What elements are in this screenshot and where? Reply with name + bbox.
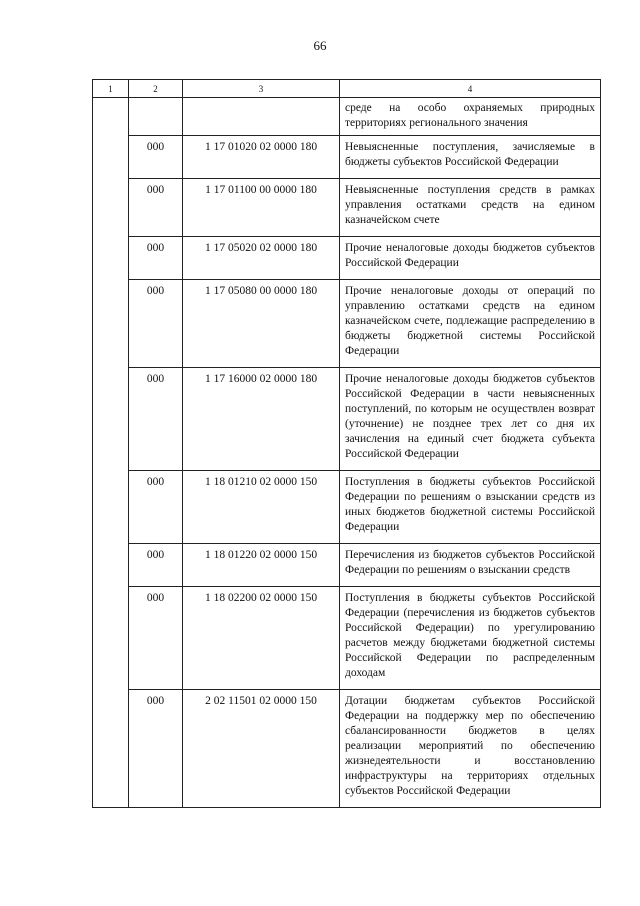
revenue-code-cell: 1 17 05020 02 0000 180	[183, 237, 340, 280]
table-row	[93, 471, 601, 544]
agency-code-cell: 000	[129, 237, 183, 280]
revenue-code-cell: 1 17 01020 02 0000 180	[183, 136, 340, 179]
agency-code-cell: 000	[129, 136, 183, 179]
budget-revenue-table	[92, 79, 601, 808]
agency-code-cell: 000	[129, 368, 183, 471]
page-number: 66	[313, 38, 327, 53]
table-row	[93, 237, 601, 280]
revenue-code-cell: 1 17 16000 02 0000 180	[183, 368, 340, 471]
revenue-code-cell: 1 18 02200 02 0000 150	[183, 587, 340, 690]
table-row	[93, 587, 601, 690]
revenue-name-cell: Прочие неналоговые доходы от операций по управлению остатками средств на едином казначейском счете, подлежащие распределению в бюджеты бюджетной системы Российской Федерации	[340, 280, 601, 368]
revenue-code-cell: 1 18 01220 02 0000 150	[183, 544, 340, 587]
revenue-name-cell: Дотации бюджетам субъектов Российской Федерации на поддержку мер по обеспечению сбалансированности бюджетов в целях реализации мероприятий по обеспечению жизнедеятельности и восстановлению инфраструктуры на территориях отдельных субъектов Российской Федерации	[340, 690, 601, 808]
table-row	[93, 690, 601, 808]
revenue-name-cell: Невыясненные поступления средств в рамках управления остатками средств на едином казначейском счете	[340, 179, 601, 237]
table-row	[93, 136, 601, 179]
agency-code-cell: 000	[129, 280, 183, 368]
revenue-name-cell: Невыясненные поступления, зачисляемые в бюджеты субъектов Российской Федерации	[340, 136, 601, 179]
agency-code-cell	[129, 98, 183, 136]
agency-code-cell: 000	[129, 544, 183, 587]
column-header-3: 3	[183, 80, 340, 98]
revenue-code-cell: 1 18 01210 02 0000 150	[183, 471, 340, 544]
agency-code-cell: 000	[129, 587, 183, 690]
table-row	[93, 98, 601, 136]
agency-code-cell: 000	[129, 471, 183, 544]
revenue-name-cell: Поступления в бюджеты субъектов Российской Федерации по решениям о взыскании средств из иных бюджетов бюджетной системы Российской Федерации	[340, 471, 601, 544]
revenue-name-cell: среде на особо охраняемых природных территориях регионального значения	[340, 98, 601, 136]
agency-code-cell: 000	[129, 179, 183, 237]
column-header-1: 1	[93, 80, 129, 98]
revenue-code-cell	[183, 98, 340, 136]
table-row	[93, 544, 601, 587]
table-row	[93, 368, 601, 471]
revenue-name-cell: Прочие неналоговые доходы бюджетов субъектов Российской Федерации в части невыясненных поступлений, по которым не осуществлен возврат (уточнение) не позднее трех лет со дня их зачисления на единый счет бюджета субъекта Российской Федерации	[340, 368, 601, 471]
column-header-2: 2	[129, 80, 183, 98]
column-1-cell	[93, 98, 129, 808]
table-header-row	[93, 80, 601, 98]
revenue-code-cell: 1 17 05080 00 0000 180	[183, 280, 340, 368]
agency-code-cell: 000	[129, 690, 183, 808]
revenue-code-cell: 1 17 01100 00 0000 180	[183, 179, 340, 237]
revenue-name-cell: Поступления в бюджеты субъектов Российской Федерации (перечисления из бюджетов субъектов Российской Федерации) по урегулированию расчетов между бюджетами бюджетной системы Российской Федерации по распределенным доходам	[340, 587, 601, 690]
table-row	[93, 179, 601, 237]
revenue-name-cell: Перечисления из бюджетов субъектов Российской Федерации по решениям о взыскании средств	[340, 544, 601, 587]
revenue-name-cell: Прочие неналоговые доходы бюджетов субъектов Российской Федерации	[340, 237, 601, 280]
column-header-4: 4	[340, 80, 601, 98]
table-row	[93, 280, 601, 368]
revenue-code-cell: 2 02 11501 02 0000 150	[183, 690, 340, 808]
